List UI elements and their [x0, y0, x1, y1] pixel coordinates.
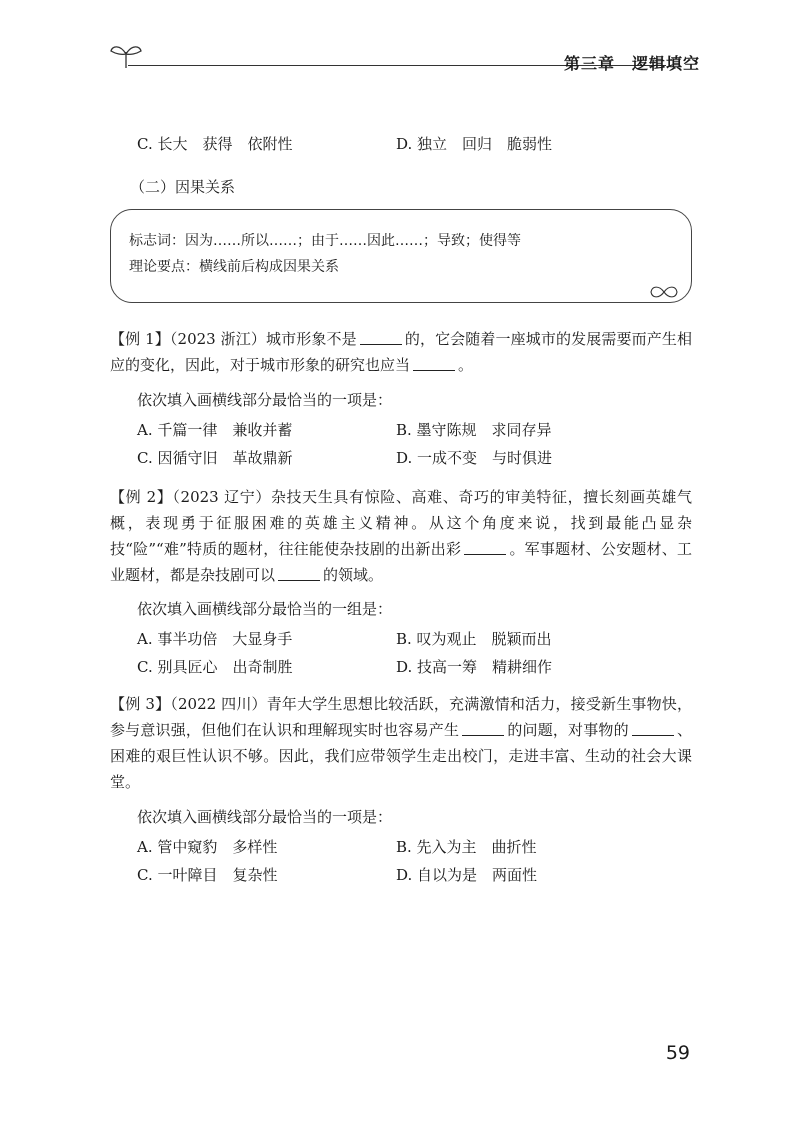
option-b: B. 墨守陈规 求同存异 [396, 421, 552, 439]
option-b: B. 先入为主 曲折性 [396, 838, 537, 856]
section-heading: （二）因果关系 [130, 178, 236, 196]
example-1-text: 【例 1】（2023 浙江）城市形象不是 的，它会随着一座城市的发展需要而产生相应的变化，因此，对于城市形象的研究也应当 。 [110, 330, 692, 374]
option-a: A. 事半功倍 大显身手 [137, 630, 293, 648]
example-1-options-ab [137, 419, 697, 439]
example-1-options-cd [137, 447, 697, 467]
example-3-options-cd [137, 864, 697, 884]
leaf-icon [649, 284, 679, 300]
answer-blank [464, 540, 506, 555]
example-source: （2023 辽宁） [172, 488, 271, 506]
example-3-prompt: 依次填入画横线部分最恰当的一项是： [137, 808, 393, 826]
option-c: C. 因循守旧 革故鼎新 [137, 449, 293, 467]
option-d: D. 自以为是 两面性 [396, 866, 538, 884]
signal-words: 标志词：因为……所以……；由于……因此……；导致；使得等 [129, 233, 521, 249]
answer-blank [360, 330, 402, 345]
example-tag: 【例 2】 [110, 488, 173, 506]
option-d: D. 一成不变 与时俱进 [396, 449, 553, 467]
option-b: B. 叹为观止 脱颖而出 [396, 630, 552, 648]
prev-options-row [137, 133, 697, 153]
example-3-options-ab [137, 836, 697, 856]
example-2-prompt: 依次填入画横线部分最恰当的一组是： [137, 600, 393, 618]
example-2-text: 【例 2】（2023 辽宁）杂技天生具有惊险、高难、奇巧的审美特征，擅长刻画英雄气概，表现勇于征服困难的英雄主义精神。从这个角度来说，找到最能凸显杂技“险”“难”特质的题材，往往能使杂技剧的出新出彩 。军事题材、公安题材、工业题材，都是杂技剧可以 的领域。 [110, 488, 692, 584]
answer-blank [462, 721, 504, 736]
example-tag: 【例 3】 [110, 695, 171, 713]
example-1-prompt: 依次填入画横线部分最恰当的一项是： [137, 391, 393, 409]
example-tag: 【例 1】 [110, 330, 170, 348]
page-header [108, 38, 700, 74]
option-c: C. 长大 获得 依附性 [137, 135, 293, 153]
key-points-box [110, 209, 692, 303]
answer-blank [632, 721, 674, 736]
chapter-title: 第三章 逻辑填空 [563, 54, 700, 73]
example-source: （2022 四川） [170, 695, 267, 713]
option-a: A. 千篇一律 兼收并蓄 [137, 421, 293, 439]
option-d: D. 独立 回归 脆弱性 [396, 135, 553, 153]
option-d: D. 技高一筹 精耕细作 [396, 658, 553, 676]
theory-point: 理论要点：横线前后构成因果关系 [129, 259, 339, 275]
example-source: （2023 浙江） [169, 330, 266, 348]
answer-blank [278, 566, 320, 581]
answer-blank [413, 356, 455, 371]
option-c: C. 一叶障目 复杂性 [137, 866, 278, 884]
example-2-options-ab [137, 628, 697, 648]
option-c: C. 别具匠心 出奇制胜 [137, 658, 293, 676]
example-2-options-cd [137, 656, 697, 676]
page-number: 59 [665, 1042, 690, 1064]
example-3-text: 【例 3】（2022 四川）青年大学生思想比较活跃，充满激情和活力，接受新生事物快，参与意识强，但他们在认识和理解现实时也容易产生 的问题，对事物的 、困难的艰巨性认识不够。因此，我们应带领学生走出校门，走进丰富、生动的社会大课堂。 [110, 695, 692, 791]
option-a: A. 管中窥豹 多样性 [137, 838, 278, 856]
